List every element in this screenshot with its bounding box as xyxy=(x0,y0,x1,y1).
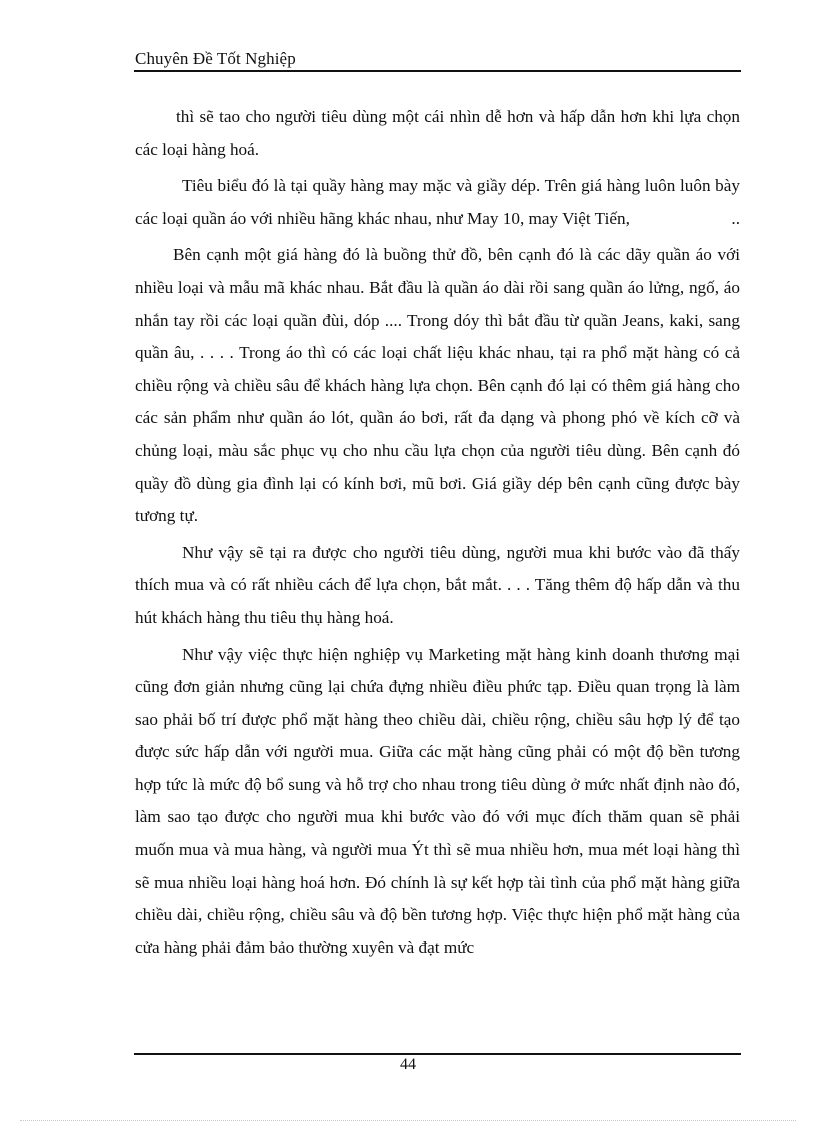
page-header-title: Chuyên Đề Tốt Nghiệp xyxy=(135,49,296,68)
paragraph-2-trailing-dots: .. xyxy=(731,208,740,228)
paragraph-5: Như vậy việc thực hiện nghiệp vụ Marketing mặt hàng kinh doanh thương mại cũng đơn giản nhưng cũng lại chứa đựng nhiều điều phức tạp. Điều quan trọng là làm sao phải bố trí được phổ mặt hàng theo chiều dài, chiều rộng, chiều sâu hợp lý để tạo được sức hấp dẫn với người mua. Giữa các mặt hàng cũng phải có một độ bền tương hợp tức là mức độ bổ sung và hỗ trợ cho nhau trong tiêu dùng ở mức nhất định nào đó, làm sao tạo được cho người mua khi bước vào đó với mục đích thăm quan sẽ phải muốn mua và mua hàng, và người mua Ýt thì sẽ mua nhiều hơn, mua mét loại hàng thì sẽ mua nhiều loại hàng hoá hơn. Đó chính là sự kết hợp tài tình của phổ mặt hàng giữa chiều dài, chiều rộng, chiều sâu và độ bền tương hợp. Việc thực hiện phổ mặt hàng của cửa hàng phải đảm bảo thường xuyên và đạt mức xyxy=(135,644,740,957)
page-edge-divider xyxy=(20,1120,796,1121)
paragraph-3: Bên cạnh một giá hàng đó là buồng thử đồ, bên cạnh đó là các dãy quần áo với nhiều loại và mẫu mã khác nhau. Bắt đầu là quần áo dài rồi sang quần áo lửng, ngố, áo nhắn tay rồi các loại quần đùi, dóp .... Trong dóy thì bắt đầu từ quần Jeans, kaki, sang quần âu, . . . . Trong áo thì có các loại chất liệu khác nhau, tại ra phổ mặt hàng có cả chiều rộng và chiều sâu để khách hàng lựa chọn. Bên cạnh đó lại có thêm giá hàng cho các sản phẩm như quần áo lót, quần áo bơi, rất đa dạng và phong phó về kích cỡ và chủng loại, màu sắc phục vụ cho nhu cầu lựa chọn của người tiêu dùng. Bên cạnh đó quầy đồ dùng gia đình lại có kính bơi, mũ bơi. Giá giầy dép bên cạnh cũng được bày tương tự. xyxy=(135,245,740,526)
paragraph-1: thì sẽ tao cho người tiêu dùng một cái nhìn dễ hơn và hấp dẫn hơn khi lựa chọn các loại hàng hoá. xyxy=(135,107,740,159)
paragraph-4: Như vậy sẽ tại ra được cho người tiêu dùng, người mua khi bước vào đã thấy thích mua và có rất nhiều cách để lựa chọn, bắt mắt. . . . Tăng thêm độ hấp dẫn và thu hút khách hàng thu tiêu thụ hàng hoá. xyxy=(135,542,740,627)
body-text xyxy=(135,101,740,968)
paragraph-2-text: Tiêu biểu đó là tại quầy hàng may mặc và giầy dép. Trên giá hàng luôn luôn bày các loại quần áo với nhiều hãng khác nhau, như May 10, may Việt Tiến, xyxy=(135,176,740,228)
page-number: 44 xyxy=(400,1056,416,1073)
header-divider xyxy=(134,70,741,72)
paragraph-2 xyxy=(135,170,740,235)
